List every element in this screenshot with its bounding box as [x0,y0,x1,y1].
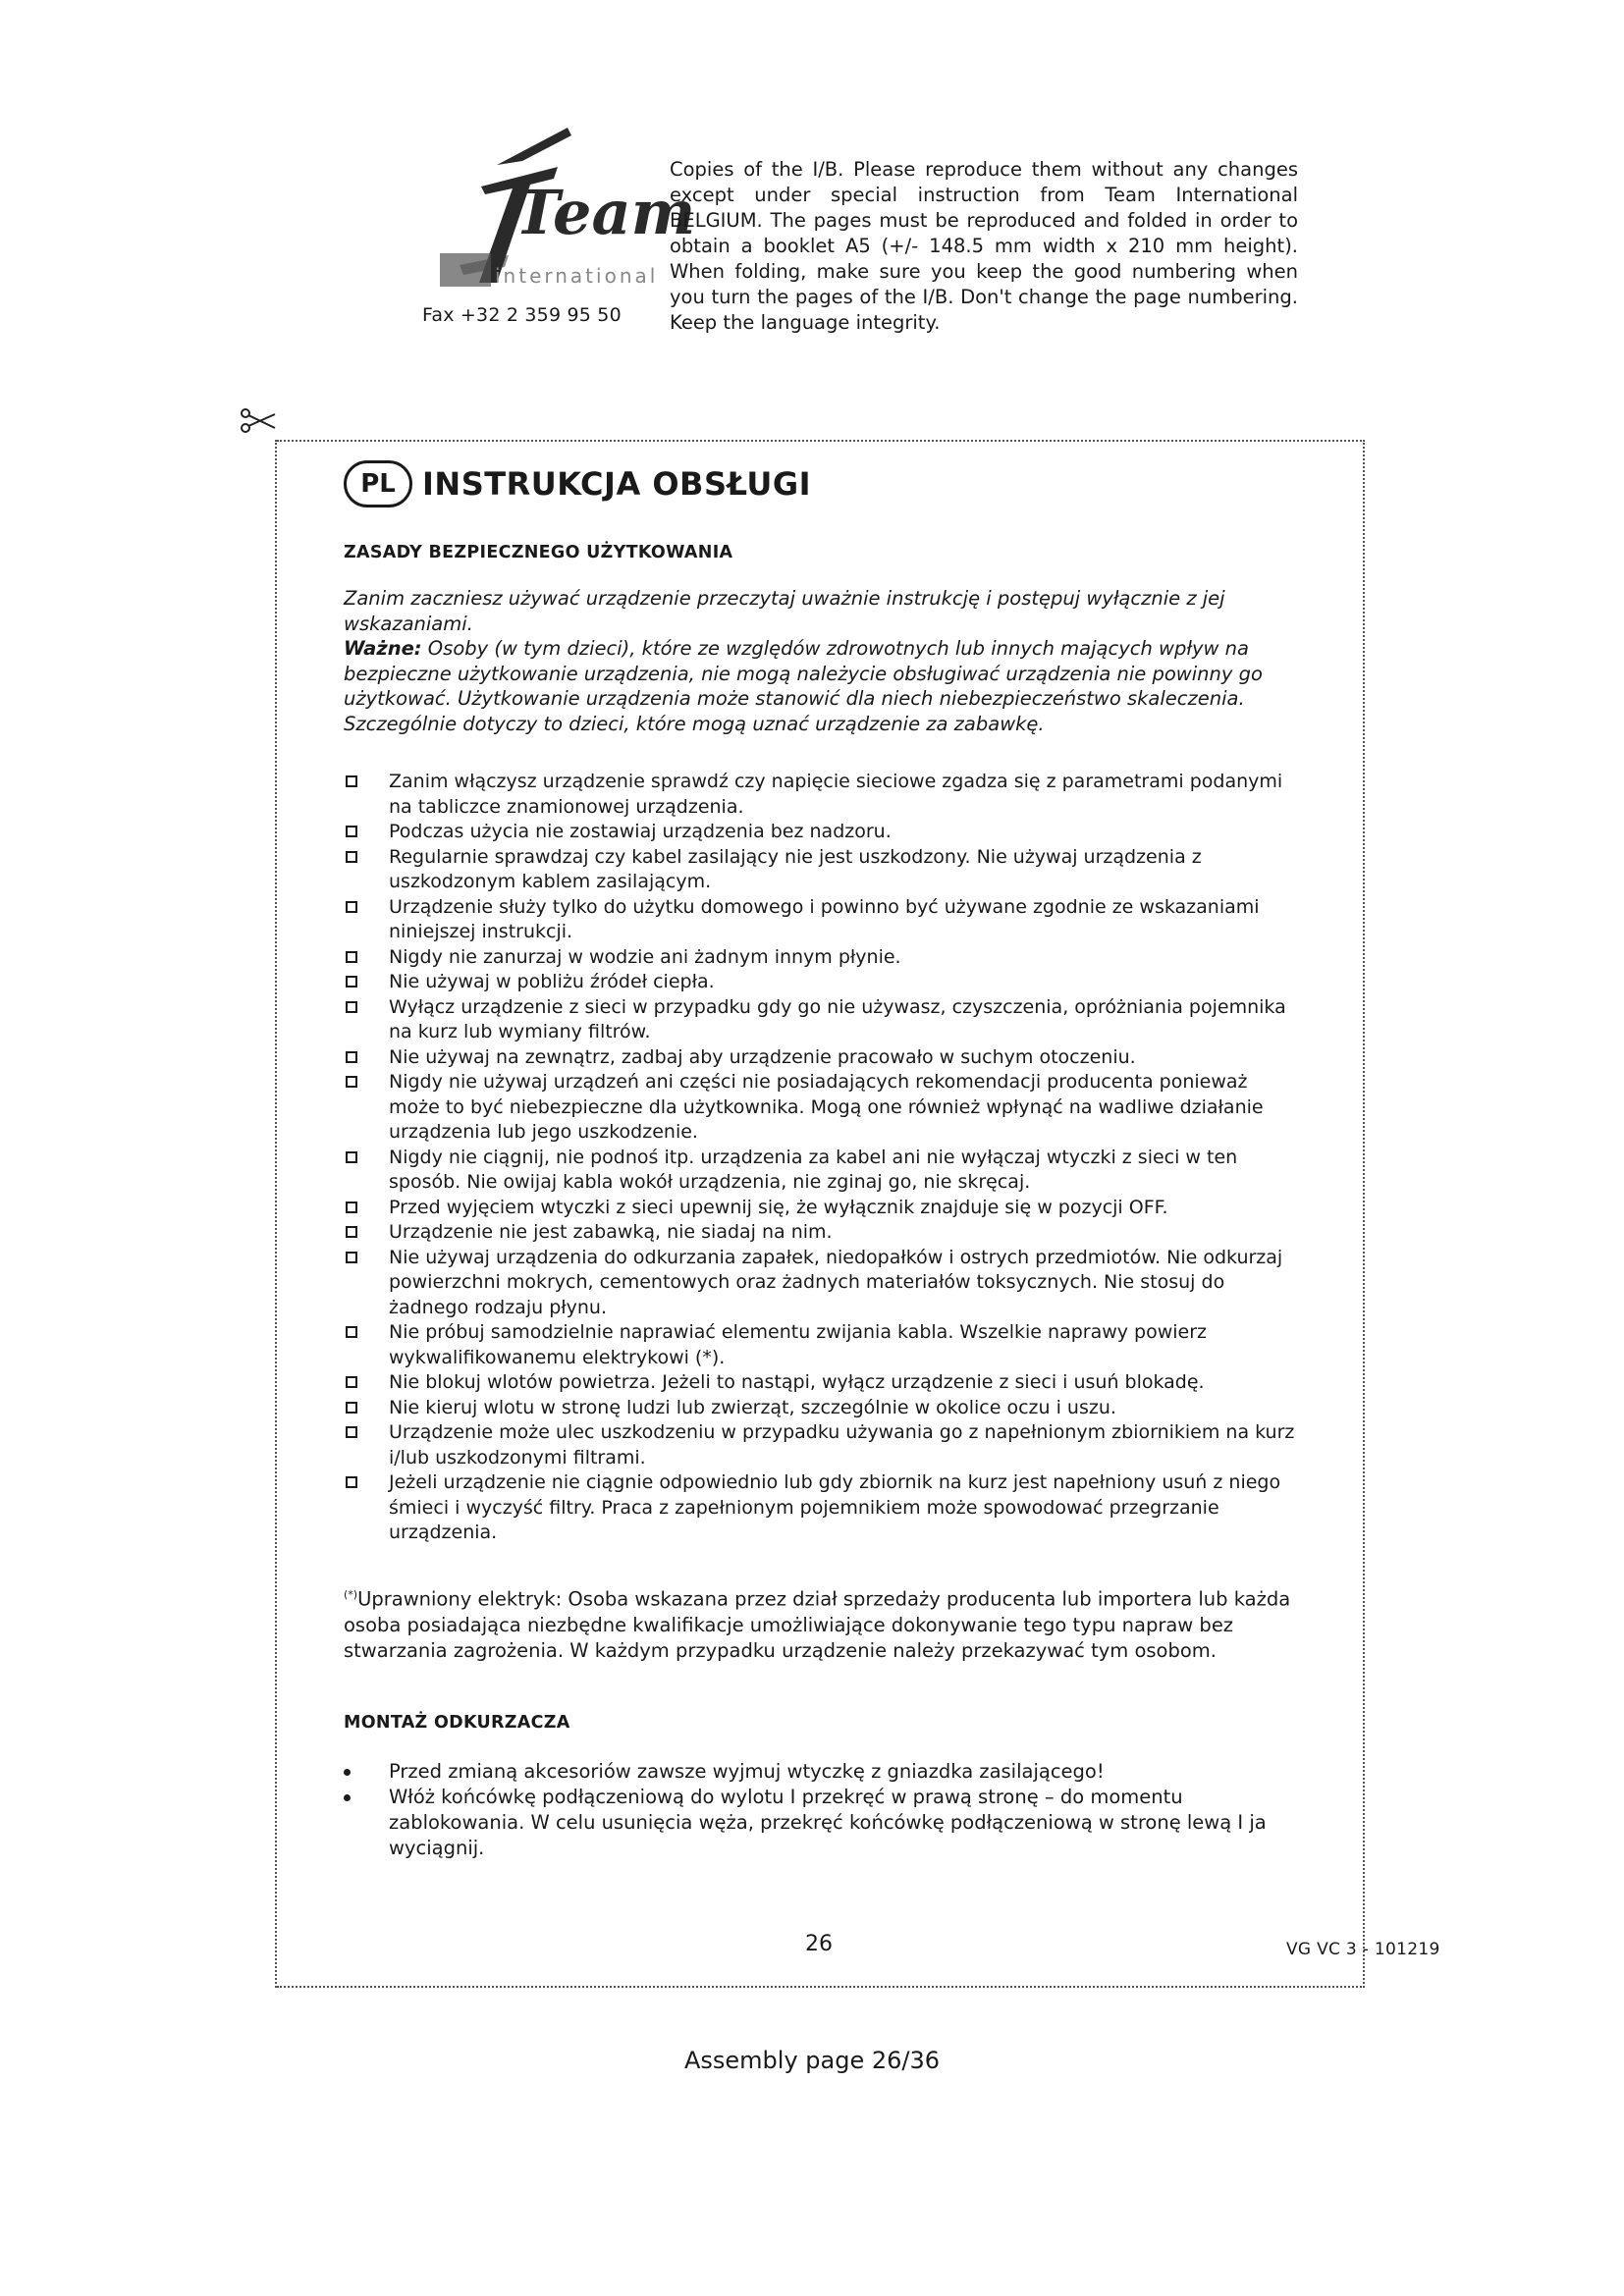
team-international-logo [420,118,696,319]
list-item: Przed wyjęciem wtyczki z sieci upewnij się, że wyłącznik znajduje się w pozycji OFF. [344,1196,1301,1221]
important-label: Ważne: [344,637,422,660]
list-item: Regularnie sprawdzaj czy kabel zasilający nie jest uszkodzony. Nie używaj urządzenia z uszkodzonym kablem zasilającym. [344,845,1301,895]
logo-wordmark: Team [514,177,696,248]
language-badge: PL [344,460,412,507]
checkbox-bullet-icon [346,1051,357,1063]
checkbox-bullet-icon [346,1252,357,1263]
checkbox-bullet-icon [346,1376,357,1388]
cut-line-left [275,440,277,1988]
bullet-icon [344,1769,351,1776]
list-item: Nie próbuj samodzielnie naprawiać elementu zwijania kabla. Wszelkie naprawy powierz wykwalifikowanemu elektrykowi (*). [344,1320,1301,1370]
list-item: Nie używaj na zewnątrz, zadbaj aby urządzenie pracowało w suchym otoczeniu. [344,1045,1301,1071]
checkbox-bullet-icon [346,1201,357,1213]
list-item: Nigdy nie używaj urządzeń ani części nie posiadających rekomendacji producenta ponieważ może to być niebezpieczne dla użytkownika. Mogą one również wpłynąć na wadliwe działanie urządzenia lub jego uszkodzenie. [344,1070,1301,1146]
list-item: Nie blokuj wlotów powietrza. Jeżeli to nastąpi, wyłącz urządzenie z sieci i usuń blokadę. [344,1370,1301,1396]
important-text: Osoby (w tym dzieci), które ze względów zdrowotnych lub innych mających wpływ na bezpieczne użytkowanie urządzenia, nie mogą należycie obsługiwać urządzenia nie powinny go użytkować. Użytkowanie urządzenia może stanowić dla niech niebezpieczeństwo skaleczenia. Szczególnie dotyczy to dzieci, które mogą uznać urządzenie za zabawkę. [344,637,1263,735]
model-code: VG VC 3 - 101219 [1286,1940,1440,1959]
cut-line-bottom [277,1986,1365,1988]
cut-line-right [1363,440,1365,1988]
safety-list [344,770,1301,1546]
bullet-icon [344,1794,351,1801]
footnote-mark: (*) [344,1588,358,1601]
list-item: Nie używaj w pobliżu źródeł ciepła. [344,970,1301,995]
scissors-icon [240,406,277,436]
list-item: Nigdy nie zanurzaj w wodzie ani żadnym innym płynie. [344,945,1301,971]
intro-line: Zanim zaczniesz używać urządzenie przeczytaj uważnie instrukcję i postępuj wyłącznie z jej wskazaniami. [344,587,1225,635]
safety-heading: ZASADY BEZPIECZNEGO UŻYTKOWANIA [344,543,733,562]
manual-title-row [344,456,811,510]
logo-subtext: international [495,264,659,288]
checkbox-bullet-icon [346,1426,357,1438]
checkbox-bullet-icon [346,1076,357,1088]
checkbox-bullet-icon [346,1001,357,1013]
page-title: INSTRUKCJA OBSŁUGI [422,464,812,503]
list-item: Wyłącz urządzenie z sieci w przypadku gdy go nie używasz, czyszczenia, opróżniania pojemnika na kurz lub wymiany filtrów. [344,995,1301,1045]
cut-line-top [277,440,1365,442]
checkbox-bullet-icon [346,1151,357,1163]
footnote-text: Uprawniony elektryk: Osoba wskazana przez dział sprzedaży producenta lub importera lub każda osoba posiadająca niezbędne kwalifikacje umożliwiające dokonywanie tego typu napraw bez stwarzania zagrożenia. W każdym przypadku urządzenie należy przekazywać tym osobom. [344,1587,1291,1662]
list-item: Przed zmianą akcesoriów zawsze wyjmuj wtyczkę z gniazdka zasilającego! [344,1759,1301,1785]
checkbox-bullet-icon [346,1226,357,1238]
list-item: Urządzenie służy tylko do użytku domowego i powinno być używane zgodnie ze wskazaniami niniejszej instrukcji. [344,895,1301,945]
list-item: Nie kieruj wlotu w stronę ludzi lub zwierząt, szczególnie w okolice oczu i uszu. [344,1396,1301,1421]
list-item: Nigdy nie ciągnij, nie podnoś itp. urządzenia za kabel ani nie wyłączaj wtyczki z sieci w ten sposób. Nie owijaj kabla wokół urządzenia, nie zginaj go, nie skręcaj. [344,1146,1301,1196]
copies-instruction: Copies of the I/B. Please reproduce them without any changes except under special instruction from Team International BELGIUM. The pages must be reproduced and folded in order to obtain a booklet A5 (+/- 148.5 mm width x 210 mm height). When folding, make sure you keep the good numbering when you turn the pages of the I/B. Don't change the page numbering. Keep the language integrity. [670,158,1298,334]
safety-intro [344,586,1301,736]
checkbox-bullet-icon [346,951,357,963]
list-item: Podczas użycia nie zostawiaj urządzenia bez nadzoru. [344,820,1301,845]
checkbox-bullet-icon [346,775,357,787]
fax-number: Fax +32 2 359 95 50 [422,304,622,326]
list-item: Urządzenie może ulec uszkodzeniu w przypadku używania go z napełnionym zbiornikiem na kurz i/lub uszkodzonymi filtrami. [344,1420,1301,1470]
checkbox-bullet-icon [346,851,357,863]
list-item: Jeżeli urządzenie nie ciągnie odpowiednio lub gdy zbiornik na kurz jest napełniony usuń z niego śmieci i wyczyść filtry. Praca z zapełnionym pojemnikiem może spowodować przegrzanie urządzenia. [344,1470,1301,1546]
list-item: Włóż końcówkę podłączeniową do wylotu I przekręć w prawą stronę – do momentu zablokowania. W celu usunięcia węża, przekręć końcówkę podłączeniową w stronę lewą I ja wyciągnij. [344,1785,1301,1861]
checkbox-bullet-icon [346,826,357,837]
checkbox-bullet-icon [346,976,357,988]
assembly-heading: MONTAŻ ODKURZACZA [344,1713,570,1733]
list-item: Urządzenie nie jest zabawką, nie siadaj na nim. [344,1220,1301,1246]
checkbox-bullet-icon [346,1476,357,1488]
checkbox-bullet-icon [346,901,357,913]
page-number: 26 [805,1932,833,1956]
list-item: Zanim włączysz urządzenie sprawdź czy napięcie sieciowe zgadza się z parametrami podanymi na tabliczce znamionowej urządzenia. [344,770,1301,820]
list-item: Nie używaj urządzenia do odkurzania zapałek, niedopałków i ostrych przedmiotów. Nie odkurzaj powierzchni mokrych, cementowych oraz żadnych materiałów toksycznych. Nie stosuj do żadnego rodzaju płynu. [344,1246,1301,1321]
footnote [344,1582,1301,1664]
assembly-page-label: Assembly page 26/36 [683,2047,941,2074]
checkbox-bullet-icon [346,1402,357,1414]
assembly-list [344,1759,1301,1861]
checkbox-bullet-icon [346,1326,357,1338]
